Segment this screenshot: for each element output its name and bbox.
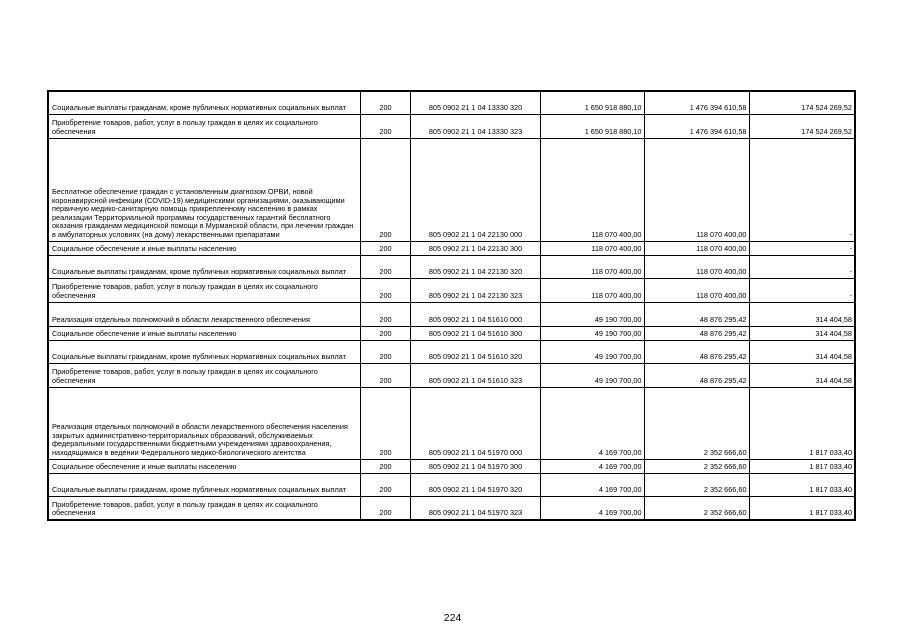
table-row [48,241,855,255]
approved-amount-cell: 1 650 918 880,10 [540,114,644,138]
executed-amount-cell: 48 876 295,42 [644,363,749,387]
table-row [48,459,855,473]
unexecuted-amount-cell: 314 404,58 [749,302,855,326]
line-code-cell: 200 [360,387,410,459]
table-row [48,91,855,114]
row-name-cell: Социальное обеспечение и иные выплаты населению [48,241,360,255]
approved-amount-cell: 49 190 700,00 [540,363,644,387]
row-name-cell: Приобретение товаров, работ, услуг в пользу граждан в целях их социального обеспечения [48,496,360,520]
budget-code-cell: 805 0902 21 1 04 51970 000 [410,387,540,459]
executed-amount-cell: 2 352 666,60 [644,459,749,473]
budget-code-cell: 805 0902 21 1 04 51610 300 [410,326,540,340]
table-body [48,91,855,520]
budget-table-section [47,90,854,521]
unexecuted-amount-cell: 1 817 033,40 [749,387,855,459]
table-row [48,114,855,138]
table-row [48,363,855,387]
unexecuted-amount-cell: 1 817 033,40 [749,473,855,496]
row-name-cell: Социальные выплаты гражданам, кроме публичных нормативных социальных выплат [48,340,360,363]
approved-amount-cell: 49 190 700,00 [540,326,644,340]
row-name-cell: Социальное обеспечение и иные выплаты населению [48,326,360,340]
executed-amount-cell: 118 070 400,00 [644,138,749,241]
executed-amount-cell: 2 352 666,60 [644,496,749,520]
table-row [48,138,855,241]
budget-code-cell: 805 0902 21 1 04 22130 320 [410,255,540,278]
row-name-cell: Бесплатное обеспечение граждан с установленным диагнозом ОРВИ, новой коронавирусной инфекции (COVID-19) медицинскими организациями, оказывающими первичную медико-санитарную помощь прикрепленному населению в рамках реализации Территориальной программы государственных гарантий бесплатного оказания гражданам медицинской помощи в Мурманской области, при лечении граждан в амбулаторных условиях (на дому) лекарственными препаратами [48,138,360,241]
budget-code-cell: 805 0902 21 1 04 51610 320 [410,340,540,363]
page-number: 224 [443,612,462,624]
line-code-cell: 200 [360,473,410,496]
unexecuted-amount-cell: 314 404,58 [749,326,855,340]
line-code-cell: 200 [360,496,410,520]
approved-amount-cell: 118 070 400,00 [540,138,644,241]
approved-amount-cell: 118 070 400,00 [540,241,644,255]
approved-amount-cell: 4 169 700,00 [540,496,644,520]
unexecuted-amount-cell: 174 524 269,52 [749,91,855,114]
table-row [48,387,855,459]
line-code-cell: 200 [360,459,410,473]
unexecuted-amount-cell: - [749,138,855,241]
executed-amount-cell: 2 352 666,60 [644,473,749,496]
row-name-cell: Приобретение товаров, работ, услуг в пользу граждан в целях их социального обеспечения [48,278,360,302]
line-code-cell: 200 [360,241,410,255]
table-row [48,278,855,302]
line-code-cell: 200 [360,91,410,114]
line-code-cell: 200 [360,326,410,340]
approved-amount-cell: 1 650 918 880,10 [540,91,644,114]
budget-code-cell: 805 0902 21 1 04 51970 320 [410,473,540,496]
row-name-cell: Социальные выплаты гражданам, кроме публичных нормативных социальных выплат [48,255,360,278]
executed-amount-cell: 48 876 295,42 [644,340,749,363]
executed-amount-cell: 48 876 295,42 [644,302,749,326]
table-row [48,340,855,363]
executed-amount-cell: 1 476 394 610,58 [644,114,749,138]
row-name-cell: Социальные выплаты гражданам, кроме публичных нормативных социальных выплат [48,473,360,496]
unexecuted-amount-cell: 1 817 033,40 [749,496,855,520]
executed-amount-cell: 1 476 394 610,58 [644,91,749,114]
budget-code-cell: 805 0902 21 1 04 22130 000 [410,138,540,241]
executed-amount-cell: 2 352 666,60 [644,387,749,459]
approved-amount-cell: 118 070 400,00 [540,278,644,302]
table-row [48,326,855,340]
line-code-cell: 200 [360,278,410,302]
line-code-cell: 200 [360,255,410,278]
table-row [48,496,855,520]
budget-code-cell: 805 0902 21 1 04 13330 320 [410,91,540,114]
row-name-cell: Социальное обеспечение и иные выплаты населению [48,459,360,473]
approved-amount-cell: 49 190 700,00 [540,302,644,326]
line-code-cell: 200 [360,302,410,326]
unexecuted-amount-cell: - [749,241,855,255]
row-name-cell: Реализация отдельных полномочий в области лекарственного обеспечения населения закрытых административно-территориальных образований, обслуживаемых федеральными государственными бюджетными учреждениями здравоохранения, находящимися в ведении Федерального медико-биологического агентства [48,387,360,459]
budget-code-cell: 805 0902 21 1 04 22130 323 [410,278,540,302]
table-row [48,302,855,326]
executed-amount-cell: 118 070 400,00 [644,241,749,255]
line-code-cell: 200 [360,114,410,138]
unexecuted-amount-cell: 314 404,58 [749,340,855,363]
budget-code-cell: 805 0902 21 1 04 51610 000 [410,302,540,326]
budget-code-cell: 805 0902 21 1 04 51970 323 [410,496,540,520]
approved-amount-cell: 4 169 700,00 [540,473,644,496]
approved-amount-cell: 4 169 700,00 [540,387,644,459]
executed-amount-cell: 118 070 400,00 [644,255,749,278]
unexecuted-amount-cell: 1 817 033,40 [749,459,855,473]
table-row [48,473,855,496]
budget-code-cell: 805 0902 21 1 04 51610 323 [410,363,540,387]
row-name-cell: Приобретение товаров, работ, услуг в пользу граждан в целях их социального обеспечения [48,363,360,387]
line-code-cell: 200 [360,363,410,387]
budget-code-cell: 805 0902 21 1 04 22130 300 [410,241,540,255]
approved-amount-cell: 49 190 700,00 [540,340,644,363]
row-name-cell: Приобретение товаров, работ, услуг в пользу граждан в целях их социального обеспечения [48,114,360,138]
unexecuted-amount-cell: - [749,255,855,278]
table-row [48,255,855,278]
unexecuted-amount-cell: - [749,278,855,302]
budget-execution-table [47,90,856,521]
budget-code-cell: 805 0902 21 1 04 51970 300 [410,459,540,473]
approved-amount-cell: 4 169 700,00 [540,459,644,473]
line-code-cell: 200 [360,340,410,363]
budget-code-cell: 805 0902 21 1 04 13330 323 [410,114,540,138]
unexecuted-amount-cell: 314 404,58 [749,363,855,387]
unexecuted-amount-cell: 174 524 269,52 [749,114,855,138]
executed-amount-cell: 118 070 400,00 [644,278,749,302]
row-name-cell: Социальные выплаты гражданам, кроме публичных нормативных социальных выплат [48,91,360,114]
executed-amount-cell: 48 876 295,42 [644,326,749,340]
row-name-cell: Реализация отдельных полномочий в области лекарственного обеспечения [48,302,360,326]
approved-amount-cell: 118 070 400,00 [540,255,644,278]
line-code-cell: 200 [360,138,410,241]
